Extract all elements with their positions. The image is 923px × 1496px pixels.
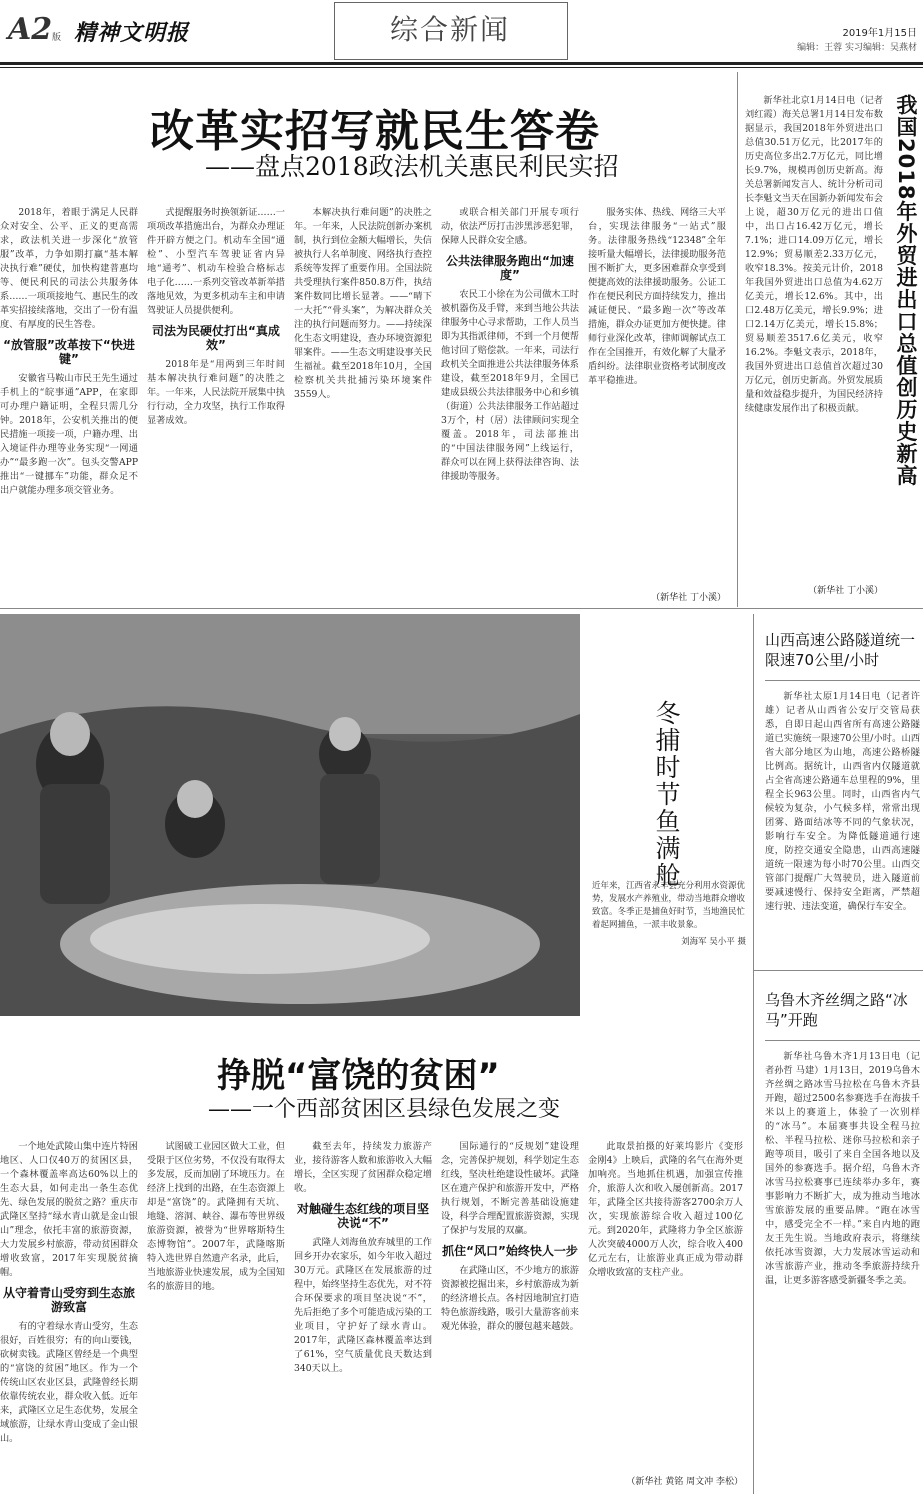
side3-headline: 乌鲁木齐丝绸之路“冰马”开跑 [765,991,908,1029]
side1-body-text: 新华社北京1月14日电（记者刘红霞）海关总署1月14日发布数据显示，我国2018年外贸进出口总值30.51万亿元，比2017年的历史高位多出2.7万亿元，同比增长9.7%，规模再创历史新高。海关总署新闻发言人、统计分析司司长李魁文当天在国新办新闻发布会上说，超30万亿元的进出口值中，出口占16.42万亿元，增长7.1%；进口14.09万亿元，增长12.9%；贸易顺差2.33万亿元，收窄18.3%。按美元计价，2018年我国外贸进出口总值为4.62万亿美元，增长12.6%。其中，出口2.48万亿美元，增长9.9%；进口2.14万亿美元，增长15.8%；贸易顺差3517.6亿美元，收窄16.2%。李魁文表示，2018年，我国外贸进出口总值首次超过30万亿元，创历史新高。外贸发展质量和效益稳步提升，为国民经济持续健康发展作出了积极贡献。 [745,95,883,414]
editor-credits: 编辑：王蓉 实习编辑：吴燕材 [797,43,917,53]
article2-column-5 [588,1140,743,1470]
article1-subheading-1: “放管服”改革按下“快进键” [3,338,135,366]
side2-rule [765,680,920,681]
article2-column-2 [147,1140,285,1490]
article1-column-2 [147,206,285,606]
side3-body [765,1050,920,1480]
side3-body-text: 新华社乌鲁木齐1月13日电（记者孙哲 马建）1月13日，2019乌鲁木齐丝绸之路冰雪马拉松在乌鲁木齐县开跑，超过2500名参赛选手在海拔千米以上的赛道上，体验了一次别样的“冰马”。本届赛事共设全程马拉松、半程马拉松、迷你马拉松和亲子跑等项目，吸引了来自全国各地以及国外的参赛选手。据介绍，乌鲁木齐冰雪马拉松赛事已连续举办多年，赛事影响力不断扩大，成为推动当地冰雪旅游发展的重要品牌。“跑在冰雪中，感受完全不一样。”来自内地的跑友王先生说。当地政府表示，将继续依托冰雪资源，大力发展冰雪运动和冰雪旅游产业，推动冬季旅游持续升温，让更多游客感受新疆冬季之美。 [765,1051,920,1286]
masthead-rule [0,62,923,65]
side-divider [754,970,923,971]
article1-byline: （新华社 丁小溪） [651,593,726,603]
column-divider-2 [753,614,754,1494]
side2-headline: 山西高速公路隧道统一限速70公里/小时 [765,631,916,669]
article1-column-1 [0,206,138,606]
page-number: A2 [8,12,53,47]
article1-col3-text: 本解决执行难问题”的决胜之年。一年来，人民法院创新办案机制，执行到位金额大幅增长，失信被执行人名单制度、网络执行查控系统等发挥了重要作用。全国法院共受理执行案件850.8万件，执结案件数同比增长显著。——“晴下一大托”“骨头案”，为解决群众关注的执行问题而努力。——持续深化生态文明建设，查办环境资源犯罪案件。——生态文明建设事关民生福祉。截至2018年10月，全国检察机关共批捕污染环境案件3559人。 [294,207,432,400]
article2-subheading-2: 对触碰生态红线的项目坚决说“不” [296,1202,429,1230]
photo-credit: 刘海军 吴小平 摄 [681,937,746,947]
newspaper-name: 精神文明报 [74,20,190,46]
section-divider [0,608,923,609]
masthead-rule-thin [0,67,923,68]
side1-byline: （新华社 丁小溪） [808,586,883,596]
article1-subheading-3: 公共法律服务跑出“加速度” [446,254,574,282]
side1-body [745,94,883,579]
article2-headline: 挣脱“富饶的贫困” [217,1056,500,1096]
article2-byline: （新华社 黄铭 周文冲 李松） [626,1477,743,1487]
fishing-photo [0,614,580,1016]
article2-subhead: ——一个西部贫困区县绿色发展之变 [208,1097,561,1122]
article1-subheading-2: 司法为民硬仗打出“真成效” [152,324,280,352]
edition-label: 版 [52,33,62,43]
article1-headline: 改革实招写就民生答卷 [150,106,600,157]
article1-column-5 [588,206,726,586]
article2-column-4 [441,1140,579,1490]
article1-col1-text: 2018年，着眼于满足人民群众对安全、公平、正义的更高需求，政法机关进一步深化“放管服”改革，力争如期打赢“基本解决执行难”硬仗，加快构建普惠均等、便民利民的司法公共服务体系……一项项接地气、惠民生的改革实招接续落地，交出了一份有温度、有厚度的民生答卷。 [0,207,138,330]
side2-body [765,690,920,960]
article2-subheading-1: 从守着青山受穷到生态旅游致富 [2,1286,135,1314]
article2-col4b-text: 在武隆山区，不少地方的旅游资源被挖掘出来，乡村旅游成为新的经济增长点。各村因地制宜打造特色旅游线路，吸引大量游客前来观光体验，群众的腰包越来越鼓。 [441,1265,579,1332]
section-title: 综合新闻 [389,13,510,46]
column-divider [737,72,738,607]
article2-col3-text: 截至去年，持续发力旅游产业，接待游客人数和旅游收入大幅增长，全区实现了贫困群众稳定增收。 [294,1141,432,1194]
article1-column-4 [441,206,579,606]
photo-caption-text: 近年来，江西省永丰县充分利用水资源优势，发展水产养殖业，带动当地群众增收致富。冬季正是捕鱼好时节，当地渔民忙着起网捕鱼，一派丰收景象。 [592,881,746,930]
issue-date: 2019年1月15日 [842,28,917,39]
article2-col2-text: 试图破工业园区做大工业，但受限于区位劣势，不仅没有取得太多发展，反而加剧了环境压力。在经济上找到的出路，在生态资源上却是“富饶”的。武隆拥有天坑、地缝、溶洞、峡谷、瀑布等世界级旅游资源，被誉为“世界喀斯特生态博物馆”。2007年，武隆喀斯特入选世界自然遗产名录，此后，当地旅游业快速发展，成为全国知名的旅游目的地。 [147,1141,285,1292]
article1-col1b-text: 安徽省马鞍山市民王先生通过手机上的“皖事通”APP，在家即可办理户籍证明，全程只需几分钟。2018年，公安机关推出的便民措施一项接一项，户籍办理、出入境证件办理等业务实现“一网通办”“最多跑一次”。包头交警APP推出“一键挪车”功能，群众足不出户就能办理多项交管业务。 [0,373,138,496]
side2-body-text: 新华社太原1月14日电（记者许雄）记者从山西省公安厅交管局获悉，自即日起山西省所有高速公路隧道已实施统一限速70公里/小时。山西省大部分地区为山地，高速公路桥隧比例高。据统计，山西省内仅隧道就占全省高速公路通车总里程的9%，里程全长963公里。同时，山西省内气候较为复杂，小气候多样，常常出现团雾、路面结冰等不同的气象状况，影响行车安全。为降低隧道通行速度，防控交通安全隐患，山西高速隧道统一限速为每小时70公里。山西交管部门提醒广大驾驶员，进入隧道前要减速慢行、保持安全距离，严禁超速行驶、违法变道，确保行车安全。 [765,691,920,912]
article1-column-3 [294,206,432,606]
article2-column-3 [294,1140,432,1490]
photo-title: 冬捕时节鱼满舱 [652,700,681,889]
side3-rule [765,1040,920,1041]
article2-col1-text: 一个地处武陵山集中连片特困地区、人口仅40万的贫困区县，一个森林覆盖率高达60%以上的生态大县，如何走出一条生态优先、绿色发展的脱贫之路？重庆市武隆区坚持“绿水青山就是金山银山”理念，依托丰富的旅游资源，大力发展乡村旅游，带动贫困群众增收致富，2017年实现脱贫摘帽。 [0,1141,138,1278]
article2-col1b-text: 有的守着绿水青山受穷，生态很好，百姓很穷；有的向山要钱，砍树卖钱。武隆区曾经是一个典型的“富饶的贫困”地区。作为一个传统山区农业区县，武隆曾经长期依靠传统农业，群众收入低。近年来，武隆区立足生态优势，发展全域旅游，让绿水青山变成了金山银山。 [0,1321,138,1444]
article1-col2-text: 式提醒服务时换领新证……一项项改革措施出台，为群众办理证件开辟方便之门。机动车全国“通检”、小型汽车驾驶证省内异地“通考”、机动车检验合格标志电子化……一系列交管改革新举措落地见效，为更多机动车主和申请驾驶证人员提供便利。 [147,207,285,316]
article1-col4-text: 或联合相关部门开展专项行动，依法严厉打击涉黑涉恶犯罪，保障人民群众安全感。 [441,207,579,246]
article1-col2b-text: 2018年是“用两到三年时间基本解决执行难问题”的决胜之年。一年来，人民法院开展集中执行行动，全力攻坚，执行工作取得显著成效。 [147,359,285,426]
article2-col3b-text: 武隆人刘海鱼放弃城里的工作回乡开办农家乐，如今年收入超过30万元。武隆区在发展旅游的过程中，始终坚持生态优先，对不符合环保要求的项目坚决说“不”，先后拒绝了多个可能造成污染的工业项目，守护好了绿水青山。2017年，武隆区森林覆盖率达到了61%，空气质量优良天数达到340天以上。 [294,1237,432,1374]
article2-subheading-3: 抓住“风口”始终快人一步 [442,1244,578,1258]
photo-caption [592,880,746,949]
article2-col4-text: 国际通行的“反规划”建设理念，完善保护规划，科学划定生态红线，坚决杜绝建设性破坏。武隆区在遗产保护和旅游开发中，严格执行规划，不断完善基础设施建设，科学合理配置旅游资源，实现了保护与发展的双赢。 [441,1141,579,1236]
article2-column-1 [0,1140,138,1490]
article1-col4b-text: 农民工小徐在为公司做木工时被机器伤及手臂，来到当地公共法律服务中心寻求帮助，工作人员当即为其指派律师，不到一个月便帮他讨回了赔偿款。一年来，司法行政机关全面推进公共法律服务体系建设，截至2018年9月，全国已建成县级公共法律服务中心和乡镇（街道）公共法律服务工作站超过3万个，村（居）法律顾问实现全覆盖。2018年，司法部推出的“中国法律服务网”上线运行，群众可以在网上获得法律咨询、法律援助等服务。 [441,289,579,482]
article2-col5-text: 此取景拍摄的好莱坞影片《变形金刚4》上映后，武隆的名气在海外更加响亮。当地抓住机遇，加强宣传推介，旅游人次和收入屡创新高。2017年，武隆全区共接待游客2700余万人次，实现旅游综合收入超过100亿元。到2020年，武隆将力争全区旅游人次突破4000万人次，综合收入400亿元左右，让旅游业真正成为带动群众增收致富的支柱产业。 [588,1141,743,1278]
photo-illustration [0,614,580,1016]
article1-col5-text: 服务实体、热线、网络三大平台，实现法律服务“一站式”服务。法律服务热线“12348”全年接听量大幅增长，法律援助服务范围不断扩大，更多困难群众享受到便捷高效的法律援助服务。公证工作在便民利民方面持续发力，推出减证便民、“最多跑一次”等改革措施，群众办证更加方便快捷。律师行业深化改革，律师调解试点工作在全国推开，有效化解了大量矛盾纠纷。法律职业资格考试制度改革平稳推进。 [588,207,726,386]
article1-subhead: ——盘点2018政法机关惠民利民实招 [205,152,619,181]
side1-headline: 我国2018年外贸进出口总值创历史新高 [894,94,918,487]
